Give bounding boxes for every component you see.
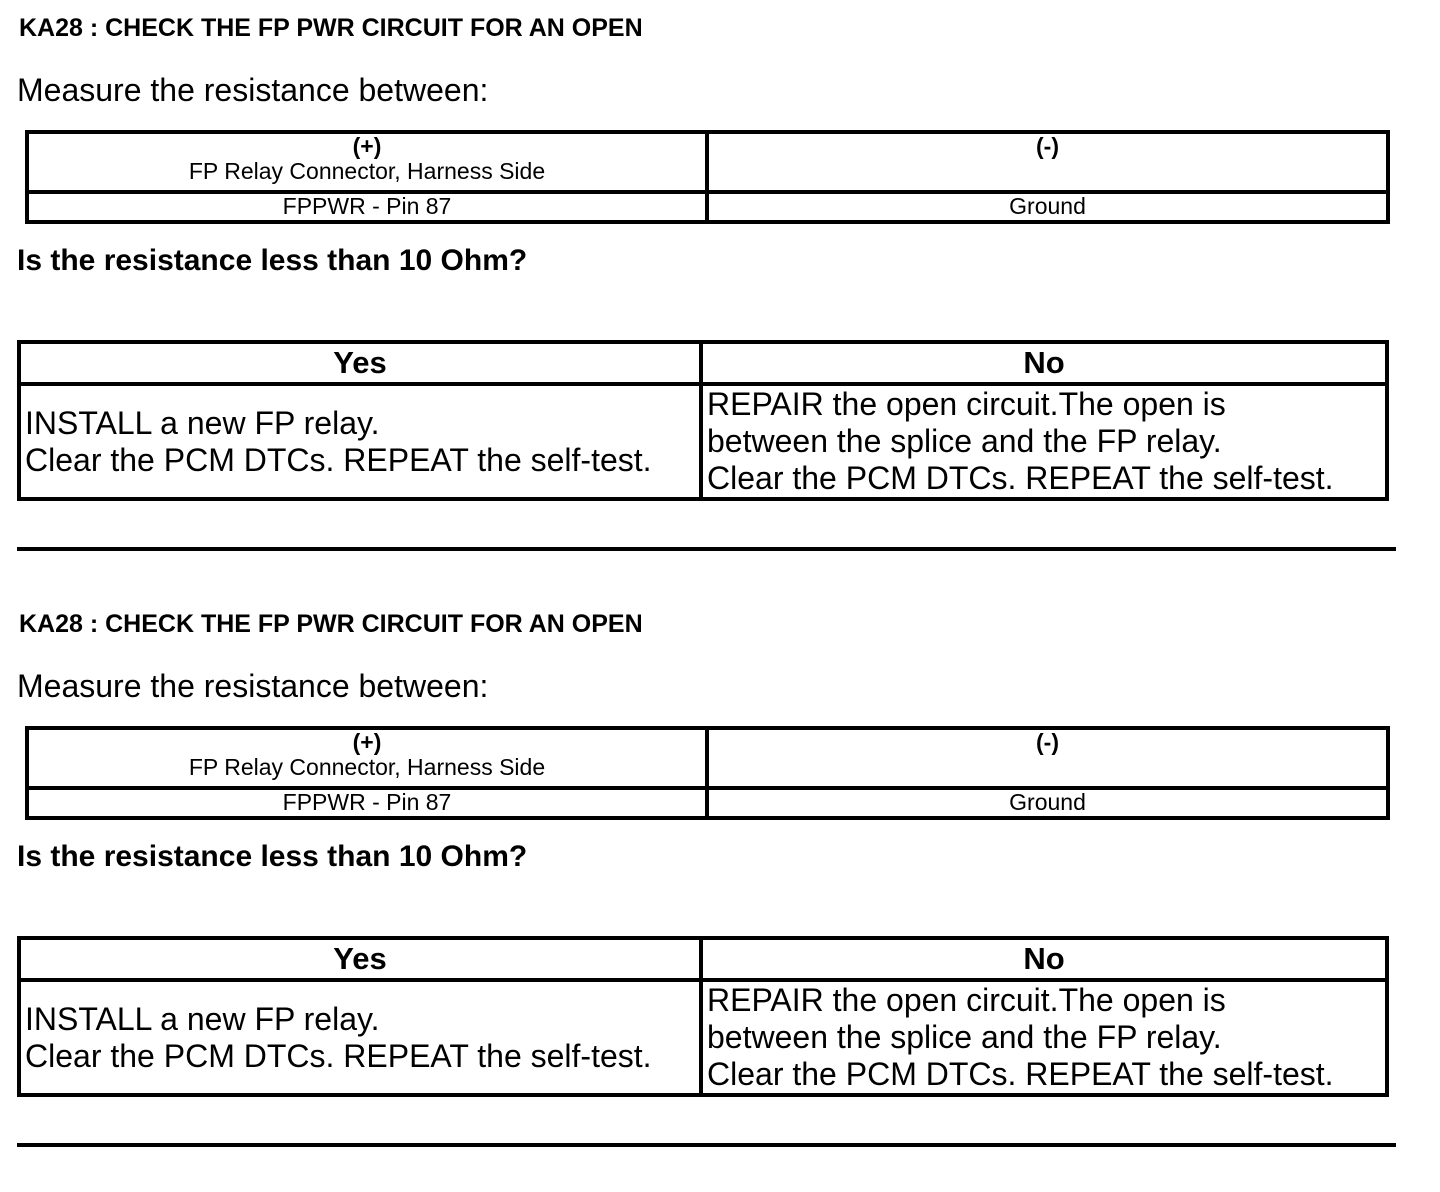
positive-label: FP Relay Connector, Harness Side	[188, 158, 546, 184]
no-header: No	[701, 342, 1387, 384]
yes-header: Yes	[19, 342, 701, 384]
positive-symbol: (+)	[352, 133, 382, 159]
yes-action-cell	[19, 384, 701, 499]
positive-value: FPPWR - Pin 87	[27, 788, 707, 818]
result-table	[17, 936, 1389, 1097]
yes-action-line: INSTALL a new FP relay.	[25, 404, 380, 441]
yes-action-line: Clear the PCM DTCs. REPEAT the self-test.	[25, 441, 652, 478]
no-action-line: REPAIR the open circuit.The open is	[707, 386, 1226, 422]
no-action-cell	[701, 384, 1387, 499]
measurement-table	[25, 726, 1390, 820]
negative-value: Ground	[707, 788, 1388, 818]
negative-symbol: (-)	[1036, 729, 1059, 755]
positive-label: FP Relay Connector, Harness Side	[188, 754, 546, 780]
no-header: No	[701, 938, 1387, 980]
no-action-line: REPAIR the open circuit.The open is	[707, 982, 1226, 1018]
question-text: Is the resistance less than 10 Ohm?	[17, 840, 528, 873]
positive-symbol: (+)	[352, 729, 382, 755]
question-text: Is the resistance less than 10 Ohm?	[17, 244, 528, 277]
instruction-text: Measure the resistance between:	[17, 72, 489, 108]
measurement-table	[25, 130, 1390, 224]
no-action-line: Clear the PCM DTCs. REPEAT the self-test.	[707, 1056, 1334, 1092]
no-action-line: between the splice and the FP relay.	[707, 1019, 1222, 1055]
negative-symbol: (-)	[1036, 133, 1059, 159]
positive-header-cell	[27, 728, 707, 788]
yes-action-line: INSTALL a new FP relay.	[25, 1000, 380, 1037]
result-table	[17, 340, 1389, 501]
step-title: KA28 : CHECK THE FP PWR CIRCUIT FOR AN OPEN	[19, 610, 643, 638]
test-step-section	[0, 596, 1440, 1192]
no-action-line: between the splice and the FP relay.	[707, 423, 1222, 459]
positive-header-cell	[27, 132, 707, 192]
negative-value: Ground	[707, 192, 1388, 222]
negative-header-cell	[707, 132, 1388, 192]
yes-action-cell	[19, 980, 701, 1095]
negative-header-cell	[707, 728, 1388, 788]
instruction-text: Measure the resistance between:	[17, 668, 489, 704]
no-action-cell	[701, 980, 1387, 1095]
no-action-line: Clear the PCM DTCs. REPEAT the self-test.	[707, 460, 1334, 496]
section-divider	[17, 547, 1396, 551]
step-title: KA28 : CHECK THE FP PWR CIRCUIT FOR AN OPEN	[19, 14, 643, 42]
positive-value: FPPWR - Pin 87	[27, 192, 707, 222]
yes-header: Yes	[19, 938, 701, 980]
yes-action-line: Clear the PCM DTCs. REPEAT the self-test.	[25, 1037, 652, 1074]
section-divider	[17, 1143, 1396, 1147]
